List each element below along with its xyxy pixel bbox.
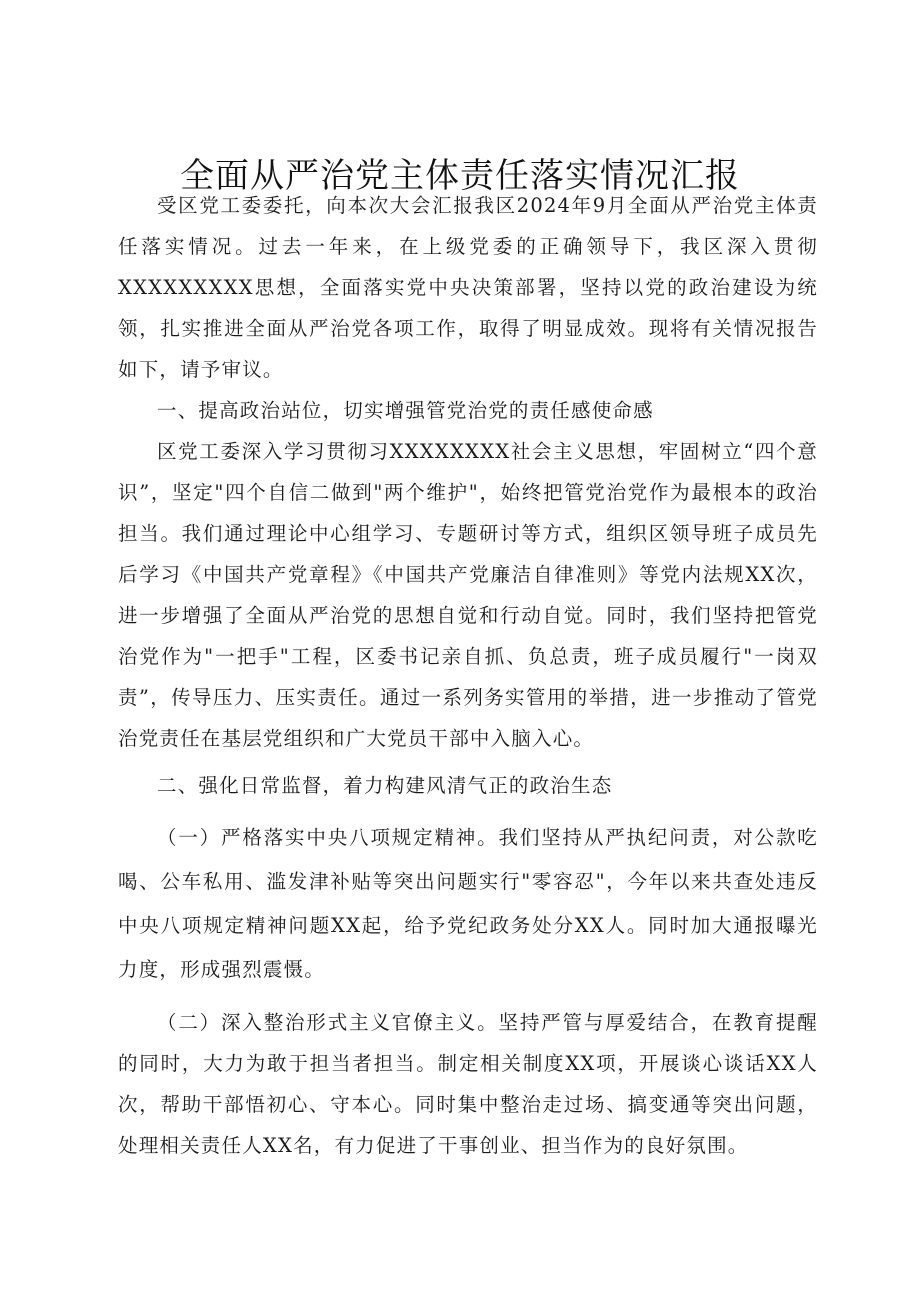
subsection-2-paragraph: （二）深入整治形式主义官僚主义。坚持严管与厚爱结合，在教育提醒的同时，大力为敢于担当者担当。制定相关制度XX项，开展谈心谈话XX人次，帮助干部悟初心、守本心。同时集中整治走过场、搞变通等突出问题，处理相关责任人XX名，有力促进了干事创业、担当作为的良好氛围。 [118, 1011, 818, 1157]
section-heading-1: 一、提高政治站位，切实增强管党治党的责任感使命感 [157, 399, 654, 422]
subsection-1-paragraph: （一）严格落实中央八项规定精神。我们坚持从严执纪问责，对公款吃喝、公车私用、滥发津补贴等突出问题实行"零容忍"，今年以来共查处违反中央八项规定精神问题XX起，给予党纪政务处分XX人。同时加大通报曝光力度，形成强烈震慑。 [118, 826, 818, 981]
section-heading-2: 二、强化日常监督，着力构建风清气正的政治生态 [157, 774, 613, 797]
section-1-paragraph: 区党工委深入学习贯彻习XXXXXXXX社会主义思想，牢固树立“四个意识”，坚定"四个自信二做到"两个维护"，始终把管党治党作为最根本的政治担当。我们通过理论中心组学习、专题研讨等方式，组织区领导班子成员先后学习《中国共产党章程》《中国共产党廉洁自律准则》等党内法规XX次，进一步增强了全面从严治党的思想自觉和行动自觉。同时，我们坚持把管党治党作为"一把手"工程，区委书记亲自抓、负总责，班子成员履行"一岗双责”，传导压力、压实责任。通过一系列务实管用的举措，进一步推动了管党治党责任在基层党组织和广大党员干部中入脑入心。 [118, 440, 818, 750]
page-title: 全面从严治党主体责任落实情况汇报 [180, 155, 740, 196]
document-body [118, 185, 818, 1166]
intro-paragraph: 受区党工委委托，向本次大会汇报我区2024年9月全面从严治党主体责任落实情况。过去一年来，在上级党委的正确领导下，我区深入贯彻XXXXXXXXX思想，全面落实党中央决策部署，坚持以党的政治建设为统领，扎实推进全面从严治党各项工作，取得了明显成效。现将有关情况报告如下，请予审议。 [118, 194, 818, 381]
